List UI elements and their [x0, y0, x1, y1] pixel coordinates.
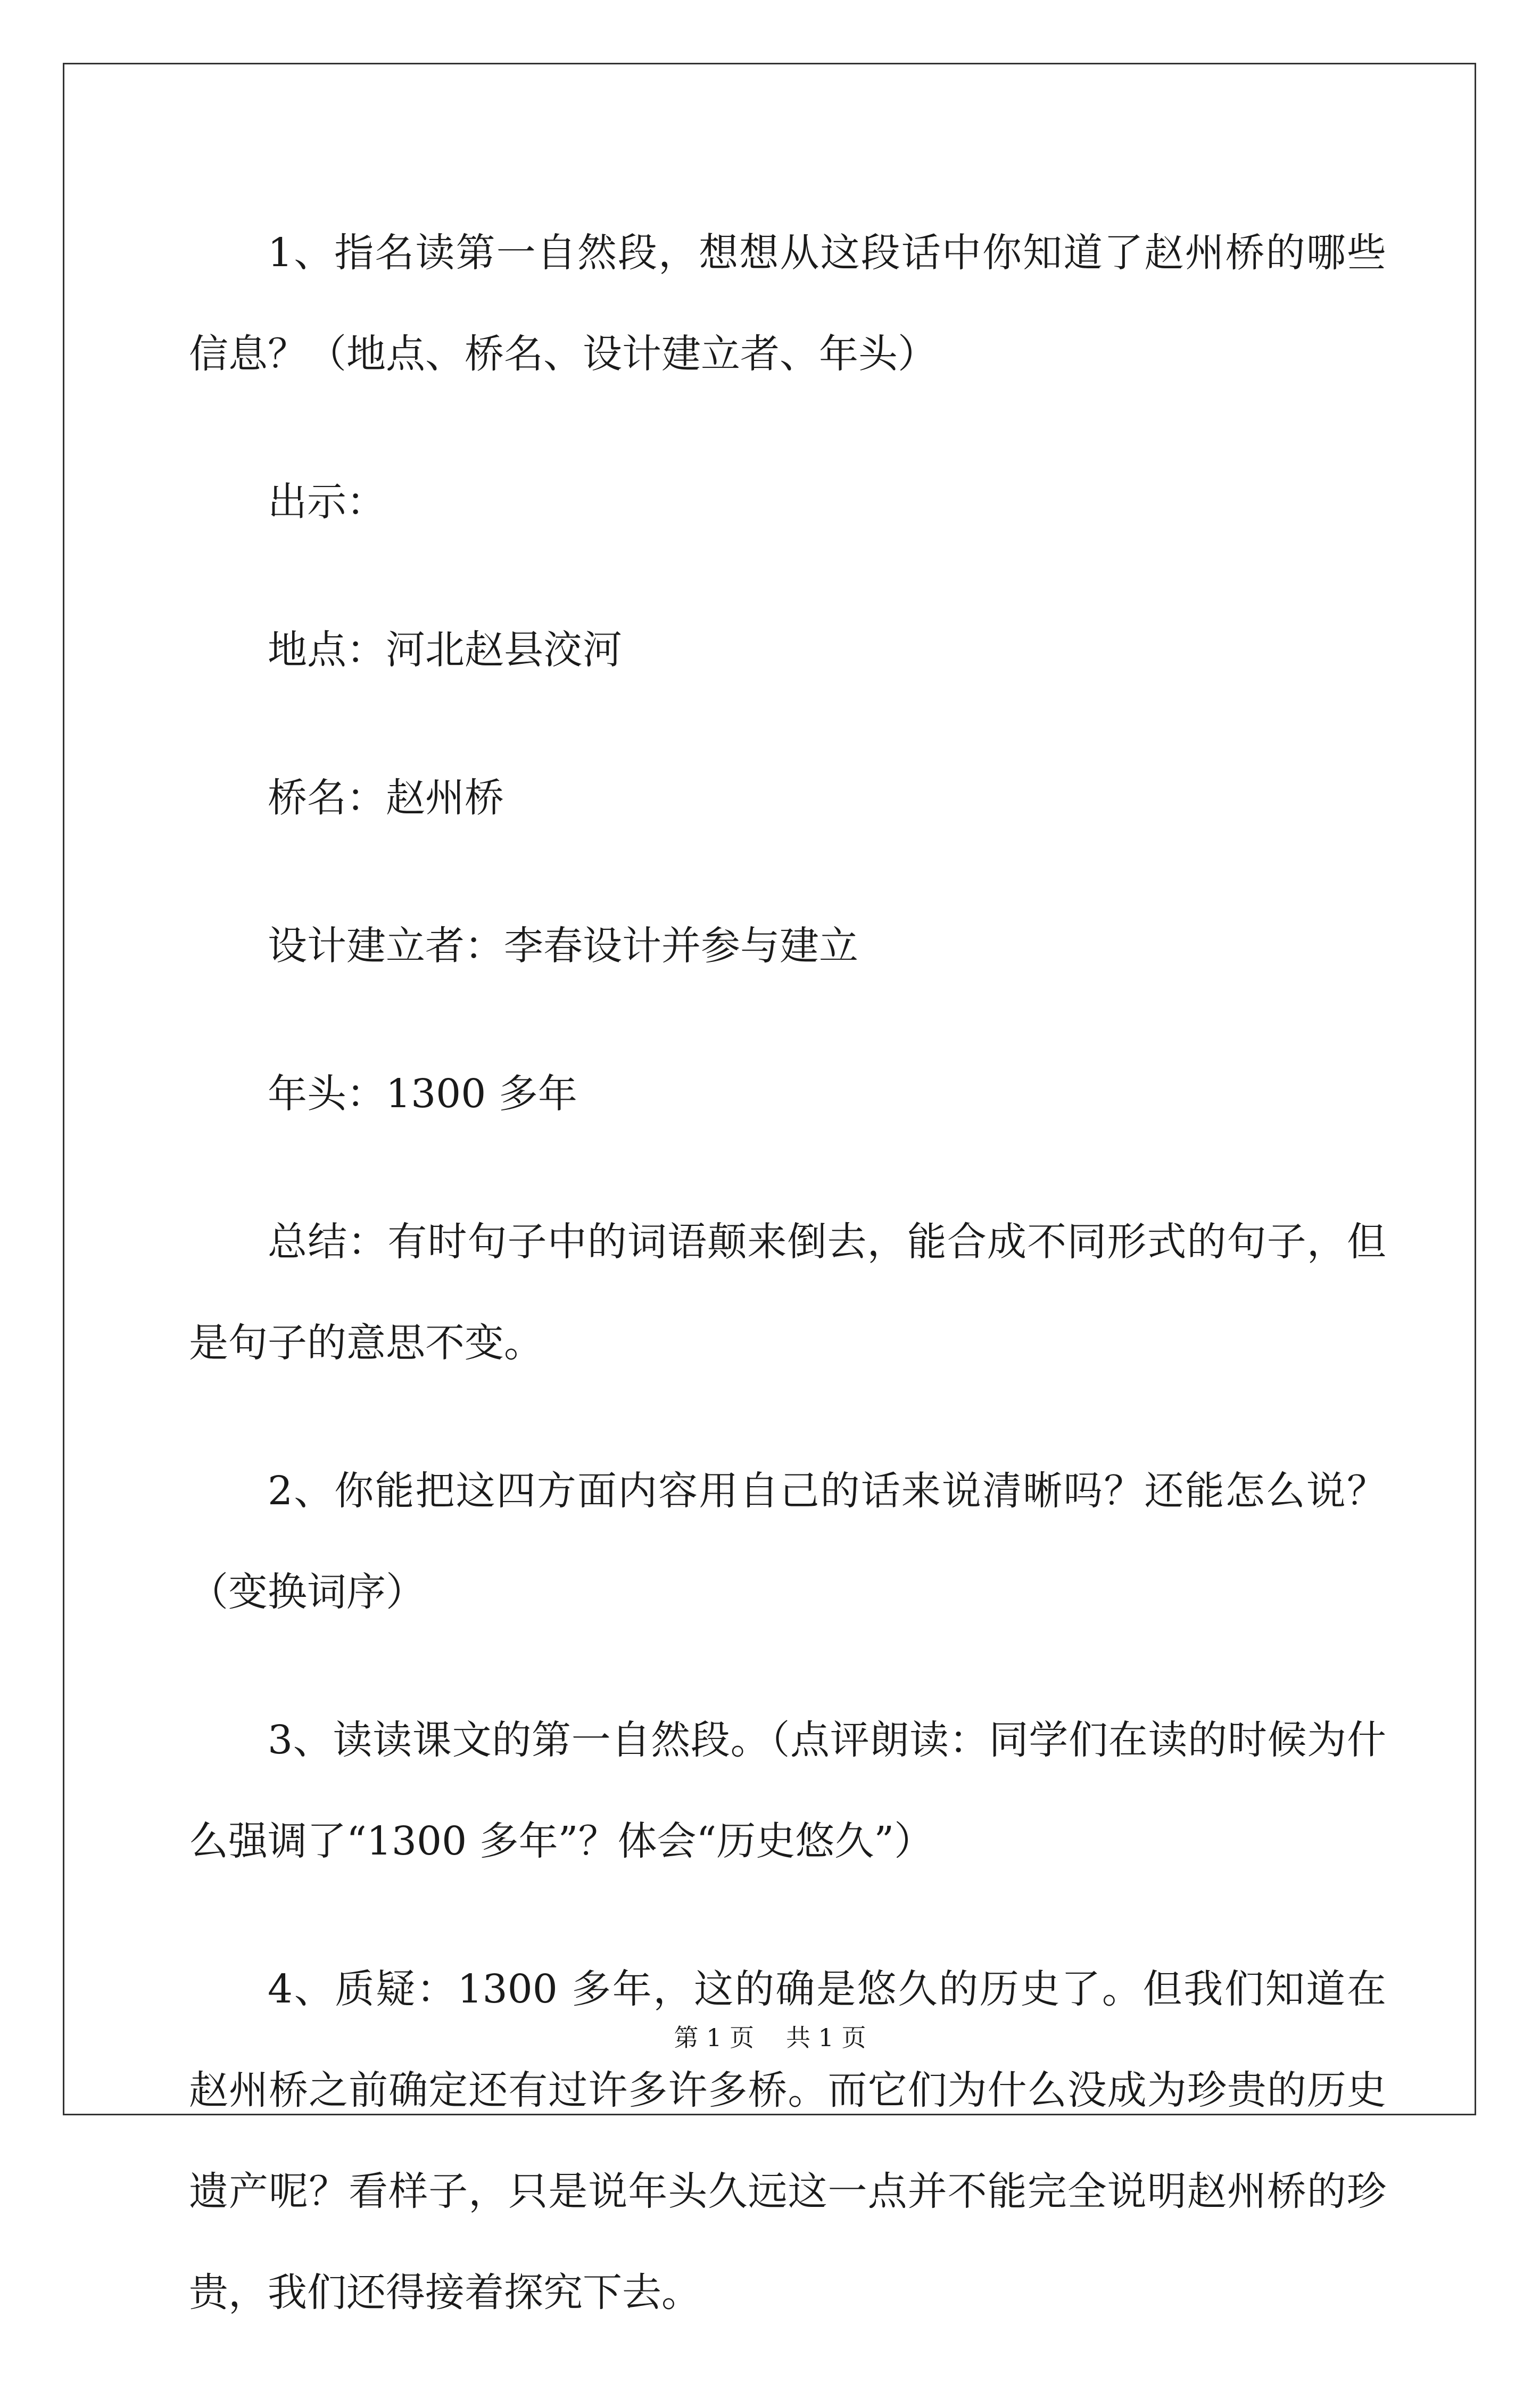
document-body — [189, 202, 1386, 2390]
paragraph-2: 出示： — [268, 479, 386, 525]
paragraph-3: 地点：河北赵县洨河 — [268, 627, 622, 673]
page-footer — [0, 2018, 1540, 2054]
paragraph-9: 3、读读课文的第一自然段。（点评朗读：同学们在读的时候为什么强调了“1300 多年”？体会“历史悠久”） — [189, 1717, 1386, 1864]
paragraph-8: 2、你能把这四方面内容用自己的话来说清晰吗？还能怎么说？（变换词序） — [189, 1468, 1386, 1615]
paragraph-5: 设计建立者：李春设计并参与建立 — [268, 923, 858, 969]
paragraph-6: 年头：1300 多年 — [268, 1071, 577, 1117]
paragraph-1: 1、指名读第一自然段，想想从这段话中你知道了赵州桥的哪些信息？（地点、桥名、设计建立者、年头） — [189, 230, 1386, 377]
page-number: 第 1 页 — [674, 2023, 754, 2052]
paragraph-10: 4、质疑：1300 多年，这的确是悠久的历史了。但我们知道在赵州桥之前确定还有过许多许多桥。而它们为什么没成为珍贵的历史遗产呢？看样子，只是说年头久远这一点并不能完全说明赵州桥的珍贵，我们还得接着探究下去。 — [189, 1966, 1386, 2315]
page-total: 共 1 页 — [786, 2023, 866, 2052]
paragraph-7: 总结：有时句子中的词语颠来倒去，能合成不同形式的句子，但是句子的意思不变。 — [189, 1219, 1386, 1366]
paragraph-4: 桥名：赵州桥 — [268, 775, 504, 821]
